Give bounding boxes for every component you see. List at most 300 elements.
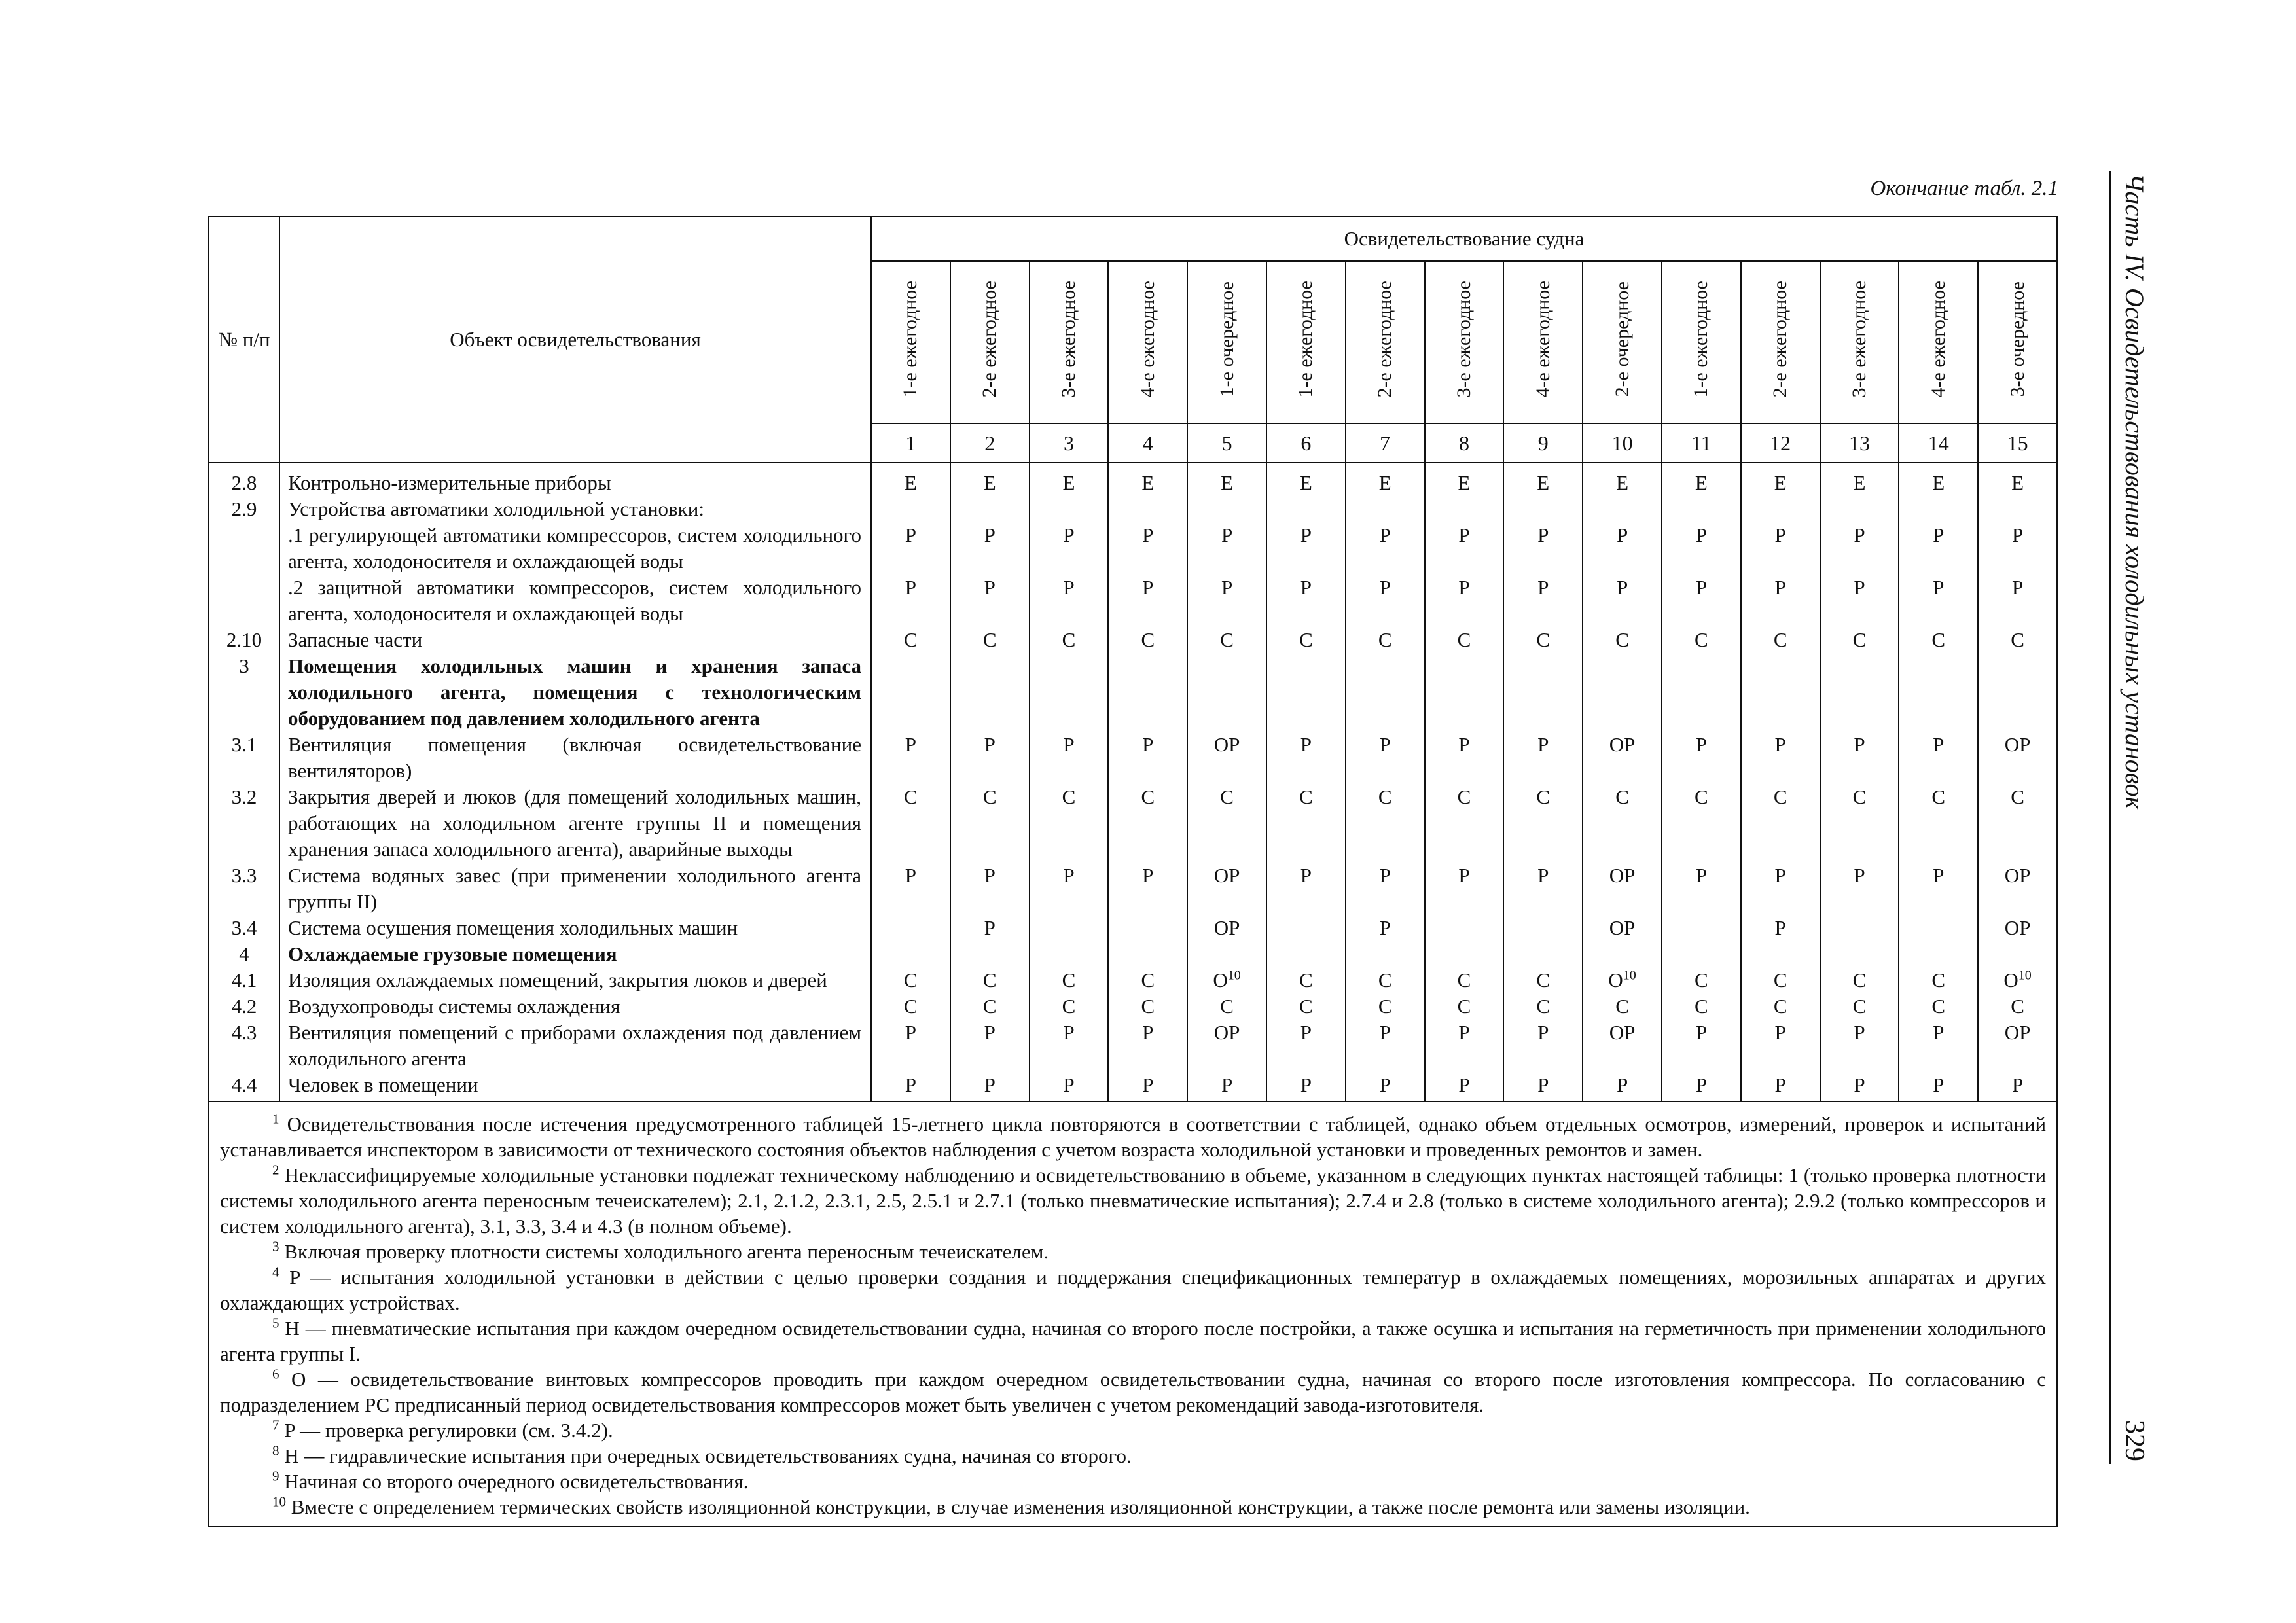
survey-mark: P	[1379, 864, 1391, 887]
header-object-column: Объект освидетельствования	[279, 217, 871, 463]
survey-mark-cell	[1583, 496, 1662, 522]
survey-mark: C	[1141, 628, 1155, 651]
survey-mark: E	[1853, 471, 1866, 494]
row-number: 4.2	[209, 993, 279, 1020]
survey-mark-cell	[1583, 653, 1662, 732]
survey-mark: P	[1379, 1073, 1391, 1096]
survey-mark-cell	[871, 522, 950, 575]
survey-mark: C	[1536, 969, 1551, 991]
survey-mark: C	[1695, 785, 1708, 808]
survey-mark: P	[1300, 1073, 1312, 1096]
survey-mark: P	[1854, 733, 1865, 756]
footnote	[220, 1469, 2046, 1494]
header-survey-type-label: 3-е ежегодное	[1057, 280, 1079, 398]
survey-mark-cell	[1108, 784, 1187, 863]
footnote-number: 9	[272, 1468, 279, 1484]
footnote-text: Вместе с определением термических свойств изоляционной конструкции, в случае изменения изоляционной конструкции, а также после ремонта или замены изоляции.	[291, 1495, 1750, 1518]
survey-mark-cell	[1662, 732, 1741, 784]
row-object-text: Контрольно-измерительные приборы	[279, 463, 871, 496]
survey-mark-cell	[1503, 993, 1583, 1020]
survey-mark: O	[1213, 969, 1228, 991]
footnote-number: 5	[272, 1315, 279, 1331]
survey-mark: C	[1536, 785, 1551, 808]
header-survey-type-cell	[1346, 261, 1425, 423]
survey-mark-cell	[1978, 575, 2057, 627]
survey-mark-cell	[1187, 915, 1266, 941]
survey-mark-cell	[950, 575, 1030, 627]
survey-mark: C	[1062, 785, 1076, 808]
header-survey-type-label: 1-е ежегодное	[899, 280, 922, 398]
header-survey-type-cell	[1978, 261, 2057, 423]
survey-mark: C	[1378, 995, 1392, 1018]
survey-mark-cell	[1820, 653, 1899, 732]
survey-mark: P	[1300, 733, 1312, 756]
table-row	[209, 993, 2057, 1020]
header-survey-type-cell	[1425, 261, 1504, 423]
header-survey-type-label: 2-е ежегодное	[1769, 280, 1791, 398]
footnote-number: 6	[272, 1366, 279, 1382]
survey-mark: P	[2011, 524, 2024, 546]
survey-mark: OP	[1609, 1021, 1636, 1044]
survey-mark-cell	[950, 915, 1030, 941]
survey-mark: C	[1457, 785, 1471, 808]
survey-mark-cell	[1266, 1020, 1346, 1072]
survey-mark-cell	[1978, 732, 2057, 784]
survey-mark: E	[904, 471, 917, 494]
header-survey-type-cell	[1108, 261, 1187, 423]
survey-mark-cell	[1266, 496, 1346, 522]
survey-mark: P	[1379, 1021, 1391, 1044]
survey-mark: C	[1695, 969, 1708, 991]
survey-mark-cell	[1820, 496, 1899, 522]
survey-mark: P	[1933, 733, 1945, 756]
survey-mark: P	[984, 733, 996, 756]
survey-mark-cell	[1346, 522, 1425, 575]
survey-mark: P	[1458, 1073, 1470, 1096]
survey-mark: OP	[2004, 733, 2031, 756]
survey-mark-cell	[1820, 784, 1899, 863]
survey-mark-cell	[1899, 1020, 1978, 1072]
survey-mark: C	[1773, 628, 1787, 651]
survey-mark-cell	[1425, 1020, 1504, 1072]
survey-mark-cell	[1108, 463, 1187, 496]
survey-mark-cell	[1346, 732, 1425, 784]
header-column-number: 12	[1741, 423, 1820, 463]
header-survey-type-cell	[950, 261, 1030, 423]
survey-mark-cell	[1899, 784, 1978, 863]
survey-mark: P	[1063, 524, 1075, 546]
footnote-number: 2	[272, 1162, 279, 1178]
survey-mark-cell	[1978, 1072, 2057, 1101]
survey-mark-cell	[1346, 915, 1425, 941]
survey-mark: C	[1536, 628, 1551, 651]
survey-mark-cell	[1583, 575, 1662, 627]
survey-mark-cell	[1425, 627, 1504, 653]
survey-mark-cell	[1108, 941, 1187, 967]
survey-mark: P	[1695, 1021, 1707, 1044]
survey-mark-cell	[1583, 732, 1662, 784]
table-row	[209, 863, 2057, 915]
survey-mark-cell	[1108, 863, 1187, 915]
survey-mark: C	[1615, 628, 1629, 651]
survey-mark: C	[1931, 995, 1946, 1018]
survey-mark: C	[1931, 969, 1946, 991]
survey-mark-cell	[1820, 463, 1899, 496]
row-number: 3.2	[209, 784, 279, 863]
survey-mark: C	[982, 628, 997, 651]
survey-mark-cell	[871, 1020, 950, 1072]
survey-mark: C	[982, 969, 997, 991]
survey-mark: E	[1062, 471, 1075, 494]
footnote	[220, 1418, 2046, 1443]
row-number: 4.4	[209, 1072, 279, 1101]
row-number: 2.10	[209, 627, 279, 653]
header-column-number: 4	[1108, 423, 1187, 463]
survey-mark-cell	[1108, 627, 1187, 653]
survey-mark: C	[1378, 969, 1392, 991]
survey-mark-cell	[1741, 967, 1820, 993]
survey-mark-cell	[1030, 575, 1109, 627]
survey-mark: C	[1695, 995, 1708, 1018]
survey-mark-cell	[1425, 732, 1504, 784]
survey-mark-cell	[1030, 967, 1109, 993]
survey-mark-cell	[1346, 784, 1425, 863]
survey-mark-cell	[1741, 941, 1820, 967]
survey-mark: P	[1300, 1021, 1312, 1044]
survey-mark: C	[1852, 995, 1867, 1018]
survey-mark-cell	[1425, 915, 1504, 941]
header-column-number: 7	[1346, 423, 1425, 463]
survey-mark-cell	[1425, 863, 1504, 915]
row-number: 4.1	[209, 967, 279, 993]
row-object-text: Вентиляция помещений с приборами охлаждения под давлением холодильного агента	[279, 1020, 871, 1072]
footnote-text: Освидетельствования после истечения предусмотренного таблицей 15-летнего цикла повторяются в соответствии с таблицей, однако объем отдельных осмотров, измерений, проверок и испытаний устанавливается инспектором в зависимости от технического состояния объектов наблюдения с учетом возраста холодильной установки и проведенных ремонтов и замен.	[220, 1113, 2047, 1161]
survey-mark-cell	[1741, 784, 1820, 863]
survey-mark-cell	[1503, 463, 1583, 496]
row-object-text: Охлаждаемые грузовые помещения	[279, 941, 871, 967]
survey-mark-cell	[1187, 1072, 1266, 1101]
row-number: 3.3	[209, 863, 279, 915]
header-survey-type-cell	[1187, 261, 1266, 423]
header-survey-type-cell	[1741, 261, 1820, 423]
survey-mark-cell	[950, 496, 1030, 522]
survey-mark-cell	[1425, 463, 1504, 496]
survey-mark-cell	[1503, 732, 1583, 784]
survey-mark: P	[1774, 916, 1786, 939]
survey-mark: OP	[1213, 864, 1240, 887]
survey-mark-cell	[1820, 941, 1899, 967]
survey-mark: P	[1221, 576, 1233, 599]
row-number: 2.8	[209, 463, 279, 496]
header-survey-type-label: 1-е ежегодное	[1690, 280, 1712, 398]
survey-mark-cell	[1266, 1072, 1346, 1101]
header-column-number: 11	[1662, 423, 1741, 463]
survey-mark-cell	[871, 575, 950, 627]
header-survey-type-cell	[1662, 261, 1741, 423]
survey-mark-cell	[1425, 653, 1504, 732]
table-row	[209, 784, 2057, 863]
footnote-number: 1	[272, 1111, 279, 1127]
survey-mark-cell	[950, 522, 1030, 575]
survey-mark: OP	[1609, 864, 1636, 887]
survey-mark-cell	[1978, 522, 2057, 575]
survey-mark-cell	[1583, 1072, 1662, 1101]
survey-mark: P	[1379, 733, 1391, 756]
survey-mark: C	[1615, 785, 1629, 808]
table-row	[209, 575, 2057, 627]
survey-mark: C	[1773, 785, 1787, 808]
header-column-number: 10	[1583, 423, 1662, 463]
survey-mark: P	[1774, 524, 1786, 546]
survey-mark: C	[1299, 628, 1313, 651]
survey-mark: O	[2003, 969, 2018, 991]
header-column-number: 3	[1030, 423, 1109, 463]
survey-mark-cell	[1820, 993, 1899, 1020]
row-object-text: Запасные части	[279, 627, 871, 653]
survey-mark: P	[1695, 733, 1707, 756]
survey-mark: P	[1933, 524, 1945, 546]
footnote	[220, 1366, 2046, 1418]
survey-mark: C	[1536, 995, 1551, 1018]
survey-mark-cell	[1030, 941, 1109, 967]
survey-mark-cell	[1266, 941, 1346, 967]
survey-mark: P	[1695, 1073, 1707, 1096]
row-number	[209, 522, 279, 575]
survey-mark-cell	[1741, 863, 1820, 915]
survey-mark: E	[1458, 471, 1471, 494]
survey-mark: P	[984, 524, 996, 546]
table-row	[209, 1020, 2057, 1072]
header-column-number: 14	[1899, 423, 1978, 463]
table-body	[209, 463, 2057, 1101]
survey-mark-cell	[1266, 915, 1346, 941]
survey-mark-cell	[1108, 496, 1187, 522]
row-object-text: Система осушения помещения холодильных машин	[279, 915, 871, 941]
footnote-number: 3	[272, 1238, 279, 1255]
survey-mark-cell	[1425, 993, 1504, 1020]
header-number-column: № п/п	[209, 217, 279, 463]
survey-mark: C	[1695, 628, 1708, 651]
survey-mark-cell	[1820, 915, 1899, 941]
survey-mark-cell	[1899, 941, 1978, 967]
survey-mark-cell	[950, 784, 1030, 863]
survey-mark: P	[1537, 1021, 1549, 1044]
survey-mark-cell	[1899, 915, 1978, 941]
footnote-text: O — освидетельствование винтовых компрессоров проводить при каждом очередном освидетельствовании судна, начиная со второго после изготовления компрессора. По согласованию с подразделением РС предписанный период освидетельствования компрессоров может быть увеличен с учетом рекомендаций завода-изготовителя.	[220, 1368, 2047, 1416]
table-row	[209, 941, 2057, 967]
survey-mark: C	[1141, 995, 1155, 1018]
survey-mark-cell	[1266, 967, 1346, 993]
survey-mark-cell	[1503, 941, 1583, 967]
survey-mark: P	[1774, 733, 1786, 756]
survey-mark-cell	[1187, 1020, 1266, 1072]
footnote	[220, 1494, 2046, 1520]
survey-mark-cell	[1503, 967, 1583, 993]
survey-mark-cell	[1108, 1020, 1187, 1072]
survey-mark: P	[1616, 576, 1628, 599]
survey-mark-cell	[1266, 463, 1346, 496]
survey-mark-cell	[950, 993, 1030, 1020]
survey-mark: C	[982, 995, 997, 1018]
survey-mark-cell	[871, 967, 950, 993]
survey-mark: C	[1852, 785, 1867, 808]
header-survey-type-cell	[1030, 261, 1109, 423]
survey-mark-cell	[1899, 732, 1978, 784]
survey-mark-cell	[1187, 653, 1266, 732]
survey-mark: P	[1142, 733, 1154, 756]
header-survey-type-label: 3-е ежегодное	[1452, 280, 1475, 398]
survey-mark-cell	[1662, 863, 1741, 915]
survey-mark: C	[1931, 628, 1946, 651]
survey-mark-cell	[1346, 463, 1425, 496]
survey-mark-cell	[1346, 496, 1425, 522]
survey-mark-cell	[950, 463, 1030, 496]
survey-mark: C	[904, 969, 918, 991]
survey-mark-cell	[1978, 463, 2057, 496]
survey-mark-cell	[1583, 915, 1662, 941]
survey-mark-cell	[1503, 1020, 1583, 1072]
survey-mark: P	[1854, 1021, 1865, 1044]
header-survey-type-cell	[1266, 261, 1346, 423]
survey-mark: C	[1141, 785, 1155, 808]
survey-mark-cell	[1425, 941, 1504, 967]
header-survey-type-label: 4-е ежегодное	[1927, 280, 1949, 398]
header-survey-type-label: 3-е ежегодное	[1848, 280, 1870, 398]
survey-mark-cell	[1030, 653, 1109, 732]
survey-mark-cell	[1899, 863, 1978, 915]
survey-mark-cell	[1346, 993, 1425, 1020]
survey-mark: OP	[1213, 733, 1240, 756]
survey-mark: C	[1220, 628, 1234, 651]
survey-mark: P	[905, 1021, 917, 1044]
survey-mark: P	[1933, 1021, 1945, 1044]
table-row	[209, 463, 2057, 496]
survey-mark-cell	[1030, 522, 1109, 575]
row-object-text: Помещения холодильных машин и хранения запаса холодильного агента, помещения с технологическим оборудованием под давлением холодильного агента	[279, 653, 871, 732]
survey-mark: C	[1220, 995, 1234, 1018]
survey-mark: C	[1378, 628, 1392, 651]
survey-mark: C	[1931, 785, 1946, 808]
header-column-number: 5	[1187, 423, 1266, 463]
survey-mark-cell	[871, 993, 950, 1020]
survey-mark-cell	[1503, 915, 1583, 941]
survey-mark: P	[1300, 524, 1312, 546]
survey-mark-cell	[1662, 496, 1741, 522]
survey-mark-cell	[1108, 653, 1187, 732]
survey-mark: P	[1458, 576, 1470, 599]
survey-mark-cell	[1820, 1020, 1899, 1072]
survey-mark-cell	[1583, 941, 1662, 967]
row-object-text: Устройства автоматики холодильной установки:	[279, 496, 871, 522]
row-object-text: Закрытия дверей и люков (для помещений холодильных машин, работающих на холодильном агенте группы II и помещения хранения запаса холодильного агента), аварийные выходы	[279, 784, 871, 863]
survey-mark-cell	[1187, 967, 1266, 993]
survey-mark: C	[904, 995, 918, 1018]
survey-mark-cell	[1741, 522, 1820, 575]
survey-mark: C	[1773, 969, 1787, 991]
survey-mark-cell	[1583, 967, 1662, 993]
row-object-text: .1 регулирующей автоматики компрессоров, систем холодильного агента, холодоносителя и охлаждающей воды	[279, 522, 871, 575]
survey-mark: P	[984, 1021, 996, 1044]
survey-mark-cell	[1662, 463, 1741, 496]
survey-mark: C	[2011, 628, 2024, 651]
survey-mark: C	[904, 785, 918, 808]
survey-mark: C	[1615, 995, 1629, 1018]
survey-mark-cell	[1741, 463, 1820, 496]
header-survey-type-cell	[1820, 261, 1899, 423]
survey-mark: P	[1458, 524, 1470, 546]
footnote-text: Неклассифицируемые холодильные установки подлежат техническому наблюдению и освидетельствованию в объеме, указанном в следующих пунктах настоящей таблицы: 1 (только проверка плотности системы холодильного агента переносным течеискателем); 2.1, 2.1.2, 2.3.1, 2.5, 2.5.1 и 2.7.1 (только пневматические испытания); 2.7.4 и 2.8 (только в системе холодильного агента); 2.9.2 (только компрессоров и систем холодильного агента), 3.1, 3.3, 3.4 и 4.3 (в полном объеме).	[220, 1164, 2047, 1238]
survey-mark-cell	[1425, 496, 1504, 522]
survey-mark-cell	[950, 863, 1030, 915]
survey-mark-cell	[1662, 522, 1741, 575]
survey-mark: P	[1142, 1021, 1154, 1044]
table-row	[209, 653, 2057, 732]
survey-mark-cell	[1583, 1020, 1662, 1072]
header-column-number: 1	[871, 423, 950, 463]
survey-mark: P	[1854, 524, 1865, 546]
survey-mark-cell	[1978, 627, 2057, 653]
survey-mark-cell	[1662, 627, 1741, 653]
survey-mark: O	[1608, 969, 1623, 991]
survey-mark: OP	[2004, 864, 2031, 887]
survey-mark-cell	[1741, 1020, 1820, 1072]
survey-mark-cell	[871, 784, 950, 863]
survey-table	[208, 216, 2058, 1527]
survey-mark: P	[1933, 576, 1945, 599]
survey-mark-cell	[1662, 967, 1741, 993]
survey-mark-cell	[1741, 732, 1820, 784]
survey-mark: E	[1695, 471, 1708, 494]
survey-mark-cell	[1978, 653, 2057, 732]
survey-mark: E	[1378, 471, 1391, 494]
survey-mark-cell	[1030, 1072, 1109, 1101]
survey-mark-cell	[1425, 967, 1504, 993]
table-row	[209, 496, 2057, 522]
survey-mark: P	[1142, 864, 1154, 887]
survey-mark-cell	[1503, 653, 1583, 732]
survey-mark-cell	[1820, 732, 1899, 784]
survey-mark: P	[905, 864, 917, 887]
survey-mark: E	[1141, 471, 1155, 494]
survey-mark-cell	[1030, 496, 1109, 522]
survey-mark-cell	[1583, 993, 1662, 1020]
survey-mark: P	[905, 733, 917, 756]
survey-mark: P	[1379, 576, 1391, 599]
survey-mark-cell	[871, 496, 950, 522]
row-number: 4	[209, 941, 279, 967]
survey-mark-cell	[1030, 784, 1109, 863]
survey-mark-cell	[871, 732, 950, 784]
survey-mark-cell	[950, 1020, 1030, 1072]
survey-mark: P	[1695, 576, 1707, 599]
survey-mark-cell	[1662, 784, 1741, 863]
survey-mark: P	[1458, 864, 1470, 887]
survey-mark: C	[1378, 785, 1392, 808]
running-header-part-title: Часть IV. Освидетельствования холодильных установок	[2120, 173, 2149, 810]
survey-mark: P	[905, 1073, 917, 1096]
survey-mark-cell	[1741, 653, 1820, 732]
footnote	[220, 1239, 2046, 1264]
header-survey-type-label: 2-е ежегодное	[1374, 280, 1396, 398]
survey-mark: P	[1379, 524, 1391, 546]
survey-mark-cell	[1503, 522, 1583, 575]
survey-mark-cell	[1978, 863, 2057, 915]
survey-mark-cell	[1899, 993, 1978, 1020]
header-survey-type-label: 1-е ежегодное	[1295, 280, 1317, 398]
survey-mark-cell	[1266, 993, 1346, 1020]
survey-mark-cell	[1030, 863, 1109, 915]
survey-mark-cell	[1425, 575, 1504, 627]
